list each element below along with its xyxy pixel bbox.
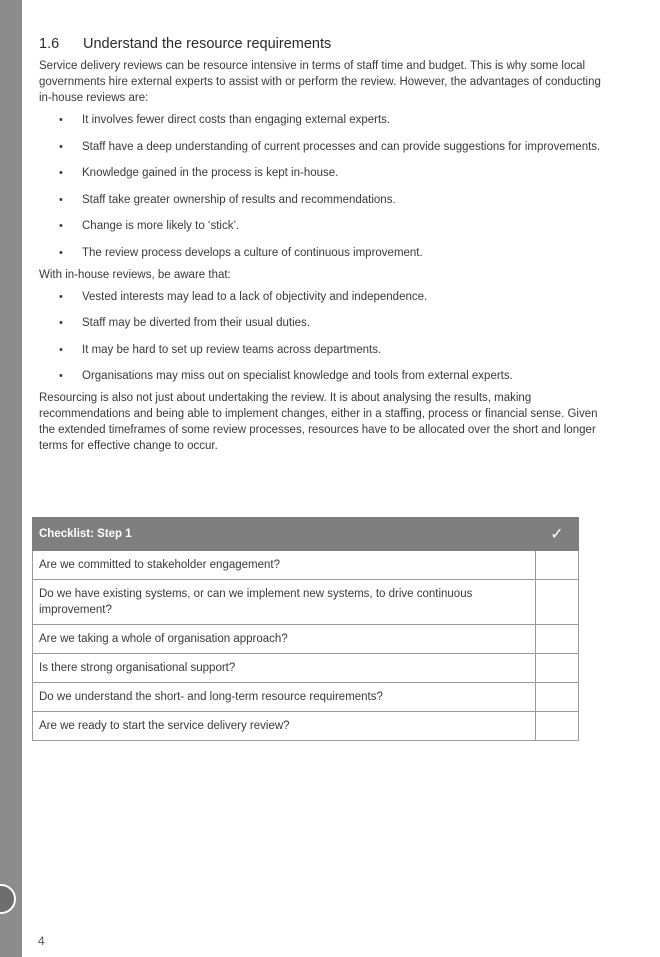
caution-intro: With in-house reviews, be aware that: (39, 268, 231, 281)
list-item: • It involves fewer direct costs than engaging external experts. (59, 114, 391, 126)
bullet-icon: • (59, 317, 63, 329)
page-number: 4 (38, 934, 45, 948)
section-title: Understand the resource requirements (83, 36, 332, 52)
checklist-question: Are we ready to start the service delivery review? (33, 712, 536, 741)
checklist-question: Do we understand the short- and long-term resource requirements? (33, 683, 536, 712)
advantages-list (39, 112, 614, 261)
table-row (33, 712, 579, 741)
bullet-icon: • (59, 246, 63, 259)
bullet-icon: • (59, 193, 63, 206)
bullet-icon: • (59, 220, 63, 232)
checklist-table (32, 517, 579, 741)
checklist-checkbox[interactable] (536, 683, 579, 712)
checklist-title: Checklist: Step 1 (33, 518, 536, 551)
table-row (33, 654, 579, 683)
list-item: • Knowledge gained in the process is kept in-house. (59, 167, 339, 179)
list-item: • It may be hard to set up review teams across departments. (59, 343, 382, 356)
checklist-checkbox[interactable] (536, 625, 579, 654)
list-item: • Change is more likely to ‘stick’. (59, 220, 240, 232)
checklist-checkbox[interactable] (536, 580, 579, 625)
table-row (33, 625, 579, 654)
side-running-text (2, 640, 18, 870)
bullet-icon: • (59, 140, 63, 153)
list-item: • The review process develops a culture of continuous improvement. (59, 246, 423, 259)
table-row (33, 683, 579, 712)
section-heading (39, 36, 614, 52)
bullet-icon: • (59, 114, 63, 126)
bullet-icon: • (59, 343, 63, 356)
bullet-icon: • (59, 290, 63, 303)
checklist-checkbox[interactable] (536, 551, 579, 580)
page-content (39, 36, 614, 454)
list-item: • Staff may be diverted from their usual duties. (59, 317, 310, 329)
bullet-icon: • (59, 167, 63, 179)
bullet-icon: • (59, 370, 63, 382)
list-item: • Staff have a deep understanding of current processes and can provide suggestions for improvements. (59, 140, 601, 153)
table-row (33, 580, 579, 625)
table-row (33, 551, 579, 580)
checklist-question: Do we have existing systems, or can we implement new systems, to drive continuous improvement? (33, 580, 536, 625)
list-item: • Vested interests may lead to a lack of objectivity and independence. (59, 290, 428, 303)
resourcing-paragraph: Resourcing is also not just about undertaking the review. It is about analysing the results, making recommendations and being able to implement changes, either in a staffing, process or financial sense. Given the extended timeframes of some review processes, resources have to be allocated over the short and longer terms for effective change to occur. (39, 392, 598, 452)
checklist-question: Are we taking a whole of organisation approach? (33, 625, 536, 654)
tick-icon: ✓ (536, 518, 579, 551)
checklist-checkbox[interactable] (536, 712, 579, 741)
list-item: • Organisations may miss out on specialist knowledge and tools from external experts. (59, 370, 513, 382)
cautions-list (39, 289, 614, 385)
checklist-question: Is there strong organisational support? (33, 654, 536, 683)
checklist-header-row (33, 518, 579, 551)
section-number: 1.6 (39, 36, 60, 52)
list-item: • Staff take greater ownership of results and recommendations. (59, 193, 396, 206)
checklist-question: Are we committed to stakeholder engagement? (33, 551, 536, 580)
intro-paragraph: Service delivery reviews can be resource intensive in terms of staff time and budget. This is why some local governments hire external experts to assist with or perform the review. However, the advantages of conducting in-house reviews are: (39, 60, 601, 104)
checklist-checkbox[interactable] (536, 654, 579, 683)
